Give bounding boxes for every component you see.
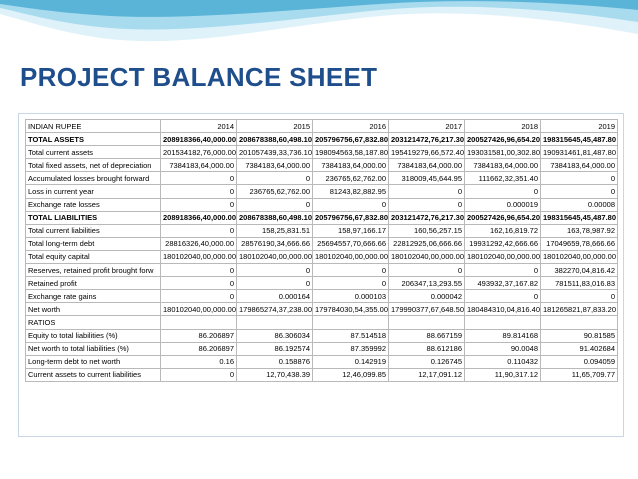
table-cell: 0.00008	[541, 198, 618, 211]
table-cell: 0	[541, 172, 618, 185]
table-row	[26, 368, 618, 381]
header-cell: INDIAN RUPEE	[26, 120, 161, 133]
table-cell: 0	[465, 290, 541, 303]
table-row	[26, 185, 618, 198]
table-cell: 208678388,60,498.10	[237, 211, 313, 224]
table-cell: 208678388,60,498.10	[237, 133, 313, 146]
table-cell: 180102040,00,000.00	[313, 250, 389, 263]
table-cell: 87.359992	[313, 342, 389, 355]
table-cell: 180102040,00,000.00	[161, 303, 237, 316]
table-cell: 201534182,76,000.00	[161, 146, 237, 159]
table-cell: 0	[389, 185, 465, 198]
table-row	[26, 133, 618, 146]
balance-sheet-table	[25, 119, 618, 382]
table-cell: 0.158876	[237, 355, 313, 368]
table-cell: 0.110432	[465, 355, 541, 368]
header-cell: 2019	[541, 120, 618, 133]
table-cell: 781511,83,016.83	[541, 277, 618, 290]
table-cell: 180102040,00,000.00	[465, 250, 541, 263]
table-cell: 0	[237, 264, 313, 277]
table-cell: 236765,62,762.00	[313, 172, 389, 185]
table-cell: 91.402684	[541, 342, 618, 355]
table-cell: 12,70,438.39	[237, 368, 313, 381]
table-cell: 180102040,00,000.00	[161, 250, 237, 263]
header-cell: 2014	[161, 120, 237, 133]
table-cell: 0.142919	[313, 355, 389, 368]
table-cell: 198094563,58,187.80	[313, 146, 389, 159]
row-label: Reserves, retained profit brought forw	[26, 264, 161, 277]
table-cell: 198315645,45,487.80	[541, 211, 618, 224]
table-cell: 12,17,091.12	[389, 368, 465, 381]
table-cell: 180102040,00,000.00	[389, 250, 465, 263]
table-cell: 87.514518	[313, 329, 389, 342]
table-body	[26, 120, 618, 382]
table-cell: 86.206897	[161, 342, 237, 355]
table-cell	[541, 316, 618, 329]
table-row	[26, 172, 618, 185]
table-cell: 0.126745	[389, 355, 465, 368]
table-cell: 17049659,78,666.66	[541, 237, 618, 250]
row-label: Long-term debt to net worth	[26, 355, 161, 368]
table-cell: 0	[541, 185, 618, 198]
table-cell: 0.000019	[465, 198, 541, 211]
table-cell: 0	[541, 290, 618, 303]
table-cell: 205796756,67,832.80	[313, 133, 389, 146]
table-row	[26, 237, 618, 250]
table-cell: 11,90,317.12	[465, 368, 541, 381]
header-wave-decoration	[0, 0, 638, 60]
table-cell: 160,56,257.15	[389, 224, 465, 237]
table-cell: 7384183,64,000.00	[465, 159, 541, 172]
table-row	[26, 250, 618, 263]
table-row	[26, 316, 618, 329]
table-cell: 28816326,40,000.00	[161, 237, 237, 250]
table-cell: 203121472,76,217.30	[389, 133, 465, 146]
row-label: Loss in current year	[26, 185, 161, 198]
table-cell	[313, 316, 389, 329]
table-cell: 206347,13,293.55	[389, 277, 465, 290]
table-cell: 86.306034	[237, 329, 313, 342]
table-row	[26, 264, 618, 277]
table-cell: 0	[389, 264, 465, 277]
table-cell: 180484310,04,816.40	[465, 303, 541, 316]
row-label: Retained profit	[26, 277, 161, 290]
table-cell: 163,78,987.92	[541, 224, 618, 237]
table-cell: 158,25,831.51	[237, 224, 313, 237]
table-cell: 90.81585	[541, 329, 618, 342]
header-cell: 2017	[389, 120, 465, 133]
table-cell: 0	[465, 185, 541, 198]
table-row	[26, 329, 618, 342]
row-label: Total current assets	[26, 146, 161, 159]
table-row	[26, 342, 618, 355]
table-cell: 19931292,42,666.66	[465, 237, 541, 250]
row-label: Net worth	[26, 303, 161, 316]
table-cell: 180102040,00,000.00	[541, 250, 618, 263]
table-cell: 198315645,45,487.80	[541, 133, 618, 146]
table-cell: 0	[161, 198, 237, 211]
table-cell: 22812925,06,666.66	[389, 237, 465, 250]
table-cell: 201057439,33,736.10	[237, 146, 313, 159]
row-label: Total current liabilities	[26, 224, 161, 237]
table-cell: 0	[313, 277, 389, 290]
table-cell: 25694557,70,666.66	[313, 237, 389, 250]
table-cell: 180102040,00,000.00	[237, 250, 313, 263]
row-label: Exchange rate losses	[26, 198, 161, 211]
table-cell: 86.206897	[161, 329, 237, 342]
table-cell: 0.000103	[313, 290, 389, 303]
table-cell: 382270,04,816.42	[541, 264, 618, 277]
table-cell: 0.000042	[389, 290, 465, 303]
table-cell: 7384183,64,000.00	[389, 159, 465, 172]
table-cell: 7384183,64,000.00	[541, 159, 618, 172]
table-cell: 0	[237, 172, 313, 185]
table-row	[26, 290, 618, 303]
row-label: TOTAL ASSETS	[26, 133, 161, 146]
table-cell	[161, 316, 237, 329]
table-cell: 179990377,67,648.50	[389, 303, 465, 316]
row-label: Total equity capital	[26, 250, 161, 263]
table-header-row	[26, 120, 618, 133]
table-cell: 162,16,819.72	[465, 224, 541, 237]
table-cell: 0	[161, 172, 237, 185]
table-cell	[389, 316, 465, 329]
table-cell: 81243,82,882.95	[313, 185, 389, 198]
row-label: Total long-term debt	[26, 237, 161, 250]
row-label: RATIOS	[26, 316, 161, 329]
table-cell: 0	[161, 277, 237, 290]
header-cell: 2016	[313, 120, 389, 133]
table-cell: 0	[237, 277, 313, 290]
table-cell: 88.612186	[389, 342, 465, 355]
header-cell: 2018	[465, 120, 541, 133]
table-cell: 203121472,76,217.30	[389, 211, 465, 224]
table-row	[26, 355, 618, 368]
row-label: Accumulated losses brought forward	[26, 172, 161, 185]
header-cell: 2015	[237, 120, 313, 133]
table-cell: 0	[313, 264, 389, 277]
table-cell: 0.16	[161, 355, 237, 368]
table-cell: 195419279,66,572.40	[389, 146, 465, 159]
table-cell: 205796756,67,832.80	[313, 211, 389, 224]
table-row	[26, 211, 618, 224]
table-cell: 0.000164	[237, 290, 313, 303]
table-cell: 0.094059	[541, 355, 618, 368]
table-cell: 88.667159	[389, 329, 465, 342]
table-cell: 208918366,40,000.00	[161, 133, 237, 146]
row-label: Net worth to total liabilities (%)	[26, 342, 161, 355]
table-cell: 0	[161, 368, 237, 381]
table-cell: 0	[465, 264, 541, 277]
table-cell: 0	[161, 290, 237, 303]
table-cell: 12,46,099.85	[313, 368, 389, 381]
table-cell: 179865274,37,238.00	[237, 303, 313, 316]
table-cell: 193031581,00,302.80	[465, 146, 541, 159]
row-label: Exchange rate gains	[26, 290, 161, 303]
table-cell: 179784030,54,355.00	[313, 303, 389, 316]
table-cell	[237, 316, 313, 329]
table-cell: 0	[237, 198, 313, 211]
table-cell: 7384183,64,000.00	[313, 159, 389, 172]
slide-title: PROJECT BALANCE SHEET	[20, 62, 378, 92]
row-label: Total fixed assets, net of depreciation	[26, 159, 161, 172]
row-label: Equity to total liabilities (%)	[26, 329, 161, 342]
table-cell: 0	[161, 185, 237, 198]
table-cell: 111662,32,351.40	[465, 172, 541, 185]
balance-sheet-image	[18, 113, 624, 437]
table-cell: 236765,62,762.00	[237, 185, 313, 198]
table-row	[26, 224, 618, 237]
table-cell: 11,65,709.77	[541, 368, 618, 381]
table-row	[26, 198, 618, 211]
table-cell: 200527426,96,654.20	[465, 211, 541, 224]
table-row	[26, 146, 618, 159]
table-cell: 7384183,64,000.00	[237, 159, 313, 172]
table-cell: 0	[313, 198, 389, 211]
table-row	[26, 159, 618, 172]
table-cell: 89.814168	[465, 329, 541, 342]
table-cell: 208918366,40,000.00	[161, 211, 237, 224]
table-cell: 86.192574	[237, 342, 313, 355]
table-cell: 200527426,96,654.20	[465, 133, 541, 146]
table-cell: 493932,37,167.82	[465, 277, 541, 290]
table-row	[26, 277, 618, 290]
table-cell: 190931461,81,487.80	[541, 146, 618, 159]
row-label: TOTAL LIABILITIES	[26, 211, 161, 224]
table-cell: 158,97,166.17	[313, 224, 389, 237]
table-cell: 90.0048	[465, 342, 541, 355]
table-row	[26, 303, 618, 316]
table-cell: 7384183,64,000.00	[161, 159, 237, 172]
table-cell	[465, 316, 541, 329]
table-cell: 0	[161, 224, 237, 237]
table-cell: 0	[389, 198, 465, 211]
table-cell: 28576190,34,666.66	[237, 237, 313, 250]
table-cell: 0	[161, 264, 237, 277]
table-cell: 318009,45,644.95	[389, 172, 465, 185]
row-label: Current assets to current liabilities	[26, 368, 161, 381]
table-cell: 181265821,87,833.20	[541, 303, 618, 316]
